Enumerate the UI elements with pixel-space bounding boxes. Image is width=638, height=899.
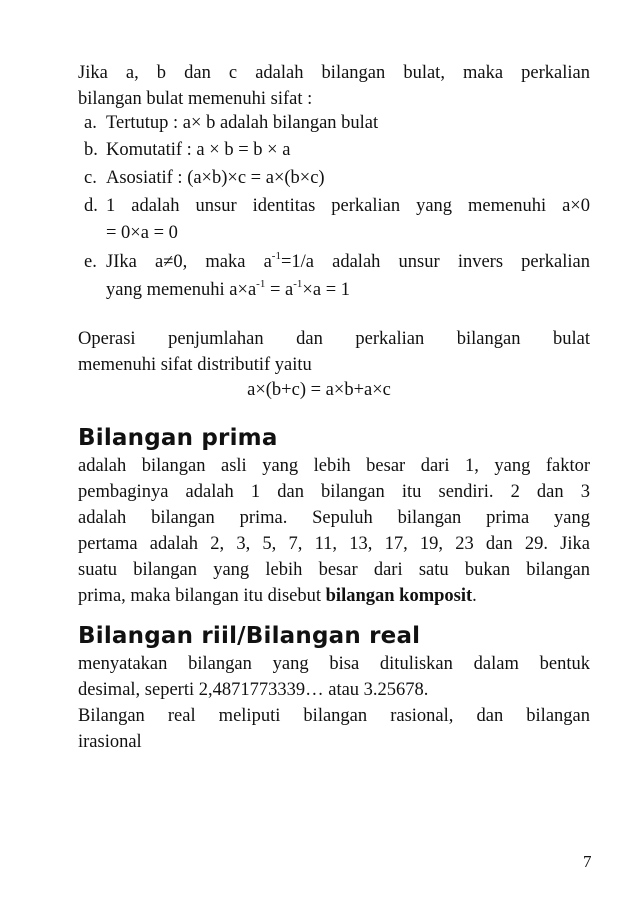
- heading-bilangan-prima: Bilangan prima: [78, 425, 278, 451]
- property-text: 1 adalah unsur identitas perkalian yang memenuhi a×0: [106, 196, 590, 216]
- distributive-line-2: memenuhi sifat distributif yaitu: [78, 355, 312, 375]
- prima-line-4: pertama adalah 2, 3, 5, 7, 11, 13, 17, 19, 23 dan 29. Jika: [78, 534, 590, 554]
- intro-line-2: bilangan bulat memenuhi sifat :: [78, 89, 313, 109]
- prima-line-6: prima, maka bilangan itu disebut bilangan komposit.: [78, 586, 477, 606]
- term-bilangan-komposit: bilangan komposit: [325, 586, 473, 606]
- real-line-2: desimal, seperti 2,4871773339… atau 3.25678.: [78, 680, 429, 700]
- list-marker: d.: [84, 196, 98, 216]
- prima-line-5: suatu bilangan yang lebih besar dari satu bukan bilangan: [78, 560, 590, 580]
- list-marker: b.: [84, 140, 98, 160]
- property-text: Asosiatif : (a×b)×c = a×(b×c): [106, 168, 325, 188]
- real-line-3: Bilangan real meliputi bilangan rasional, dan bilangan: [78, 706, 590, 726]
- intro-line-1: Jika a, b dan c adalah bilangan bulat, maka perkalian: [78, 63, 590, 83]
- distributive-line-1: Operasi penjumlahan dan perkalian bilangan bulat: [78, 329, 590, 349]
- property-text: yang memenuhi $a\times a^{-1} = a^{-1}\times a = 1$: [106, 278, 350, 300]
- property-text: JIka a≠0, maka $a^{-1}=1/a$ adalah unsur invers perkalian: [106, 250, 590, 272]
- distributive-formula: a×(b+c) = a×b+a×c: [247, 380, 391, 400]
- heading-bilangan-real: Bilangan riil/Bilangan real: [78, 623, 421, 649]
- property-text: Komutatif : a × b = b × a: [106, 140, 291, 160]
- page-number: 7: [583, 852, 592, 871]
- prima-line-2: pembaginya adalah 1 dan bilangan itu sendiri. 2 dan 3: [78, 482, 590, 502]
- real-line-1: menyatakan bilangan yang bisa dituliskan dalam bentuk: [78, 654, 590, 674]
- list-marker: c.: [84, 168, 97, 188]
- list-marker: e.: [84, 252, 97, 272]
- prima-line-1: adalah bilangan asli yang lebih besar dari 1, yang faktor: [78, 456, 590, 476]
- property-text: = 0×a = 0: [106, 223, 178, 243]
- list-marker: a.: [84, 113, 97, 133]
- property-text: Tertutup : a× b adalah bilangan bulat: [106, 113, 379, 133]
- prima-line-3: adalah bilangan prima. Sepuluh bilangan prima yang: [78, 508, 590, 528]
- real-line-4: irasional: [78, 732, 142, 752]
